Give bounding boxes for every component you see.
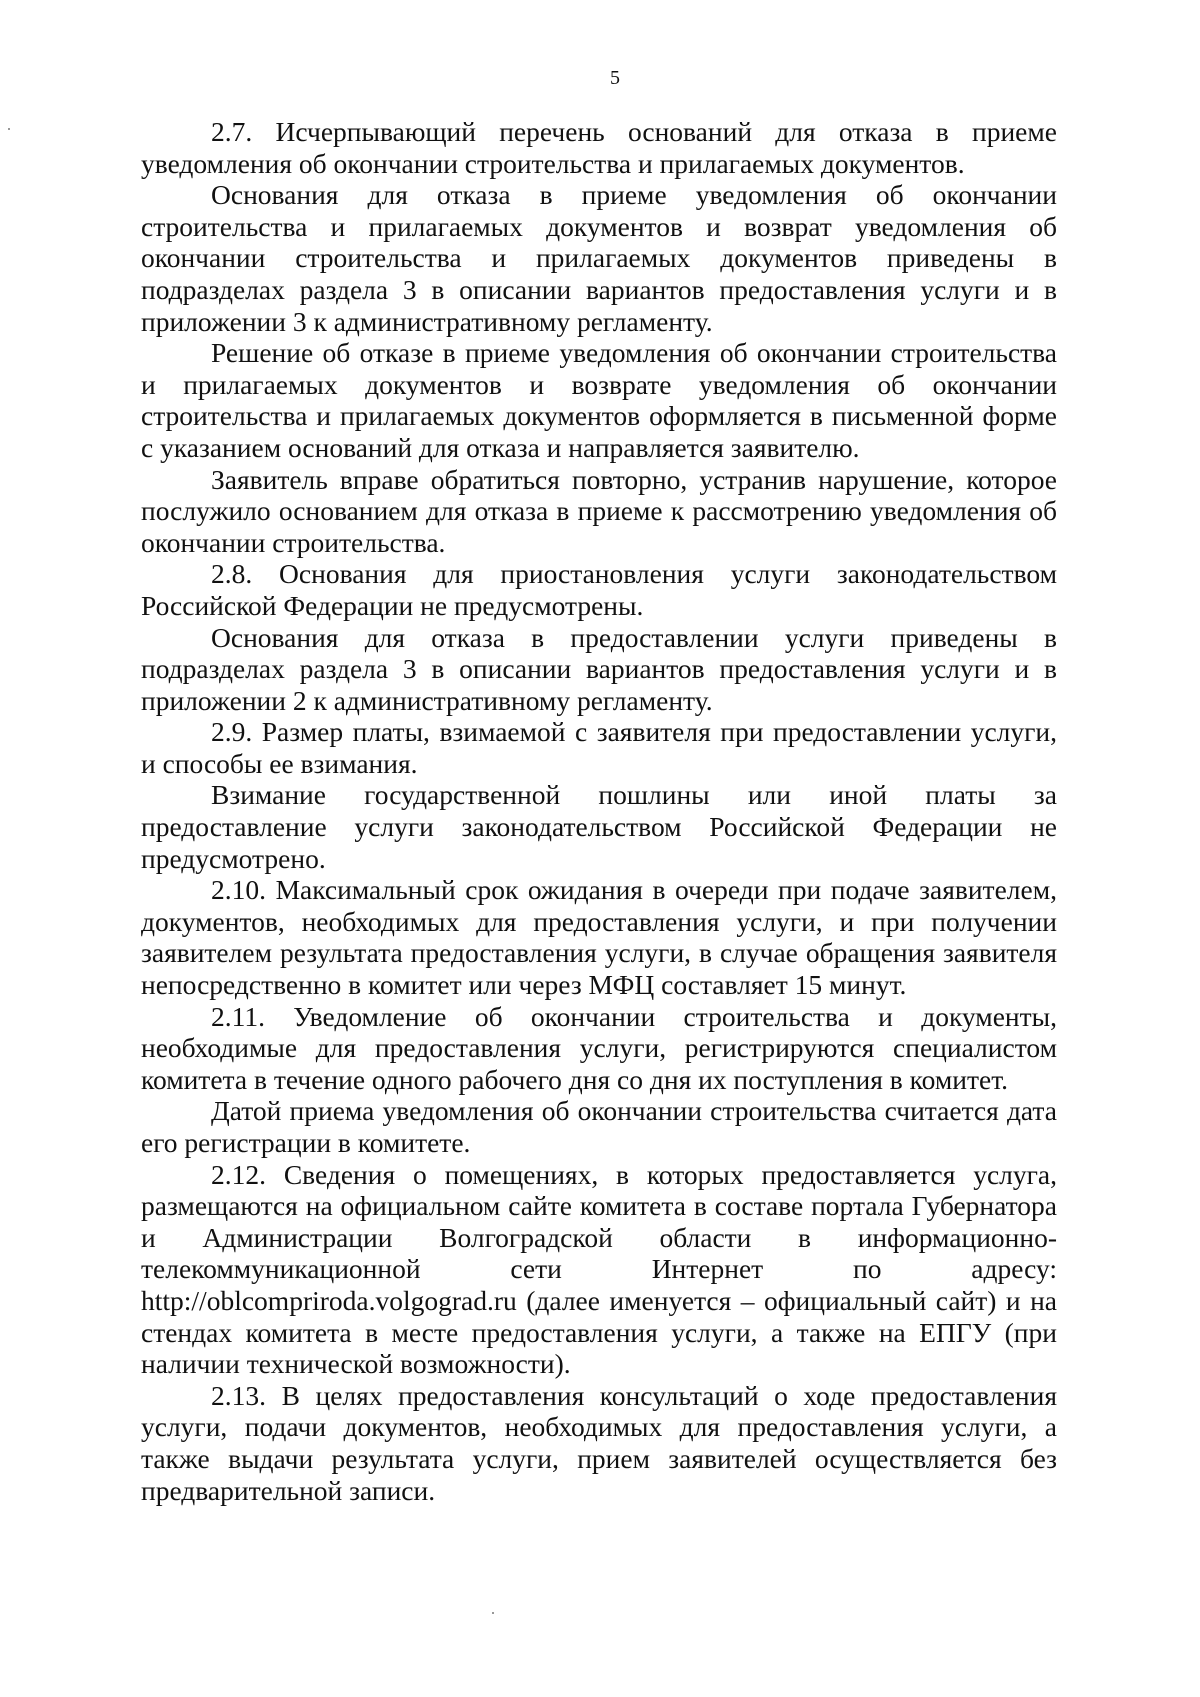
- scan-speck: [8, 128, 10, 130]
- paragraph-2-9: 2.9. Размер платы, взимаемой с заявителя при предоставлении услуги, и способы ее взимания.: [141, 716, 1057, 779]
- paragraph-2-13: 2.13. В целях предоставления консультаций о ходе предоставления услуги, подачи документов, необходимых для предоставления услуги, а также выдачи результата услуги, прием заявителей осуществляется без предварительной записи.: [141, 1379, 1057, 1506]
- paragraph-2-8: 2.8. Основания для приостановления услуги законодательством Российской Федерации не предусмотрены.: [141, 558, 1057, 621]
- paragraph-refusal-grounds: Основания для отказа в приеме уведомления об окончании строительства и прилагаемых документов и возврат уведомления об окончании строительства и прилагаемых документов приведены в подразделах раздела 3 в описании вариантов предоставления услуги и в приложении 3 к административному регламенту.: [141, 179, 1057, 337]
- paragraph-service-refusal: Основания для отказа в предоставлении услуги приведены в подразделах раздела 3 в описании вариантов предоставления услуги и в приложении 2 к административному регламенту.: [141, 621, 1057, 716]
- paragraph-2-11: 2.11. Уведомление об окончании строительства и документы, необходимые для предоставления услуги, регистрируются специалистом комитета в течение одного рабочего дня со дня их поступления в комитет.: [141, 1000, 1057, 1095]
- paragraph-fee: Взимание государственной пошлины или иной платы за предоставление услуги законодательством Российской Федерации не предусмотрено.: [141, 779, 1057, 874]
- paragraph-2-7: 2.7. Исчерпывающий перечень оснований для отказа в приеме уведомления об окончании строительства и прилагаемых документов.: [141, 116, 1057, 179]
- page-number: 5: [610, 67, 620, 89]
- paragraph-2-12: 2.12. Сведения о помещениях, в которых предоставляется услуга, размещаются на официальном сайте комитета в составе портала Губернатора и Администрации Волгоградской области в информационно-телекоммуникационной сети Интернет по адресу: http://oblcompriroda.volgograd.ru (далее именуется – официальный сайт) и на стендах комитета в месте предоставления услуги, а также на ЕПГУ (при наличии технической возможности).: [141, 1158, 1057, 1380]
- paragraph-refusal-decision: Решение об отказе в приеме уведомления об окончании строительства и прилагаемых документов и возврате уведомления об окончании строительства и прилагаемых документов оформляется в письменной форме с указанием оснований для отказа и направляется заявителю.: [141, 337, 1057, 463]
- scan-speck: [492, 1612, 494, 1614]
- paragraph-2-10: 2.10. Максимальный срок ожидания в очереди при подаче заявителем, документов, необходимых для предоставления услуги, и при получении заявителем результата предоставления услуги, в случае обращения заявителя непосредственно в комитет или через МФЦ составляет 15 минут.: [141, 874, 1057, 1001]
- paragraph-registration-date: Датой приема уведомления об окончании строительства считается дата его регистрации в комитете.: [141, 1095, 1057, 1158]
- paragraph-reapplication: Заявитель вправе обратиться повторно, устранив нарушение, которое послужило основанием для отказа в приеме к рассмотрению уведомления об окончании строительства.: [141, 463, 1057, 558]
- document-body: [141, 116, 1057, 1506]
